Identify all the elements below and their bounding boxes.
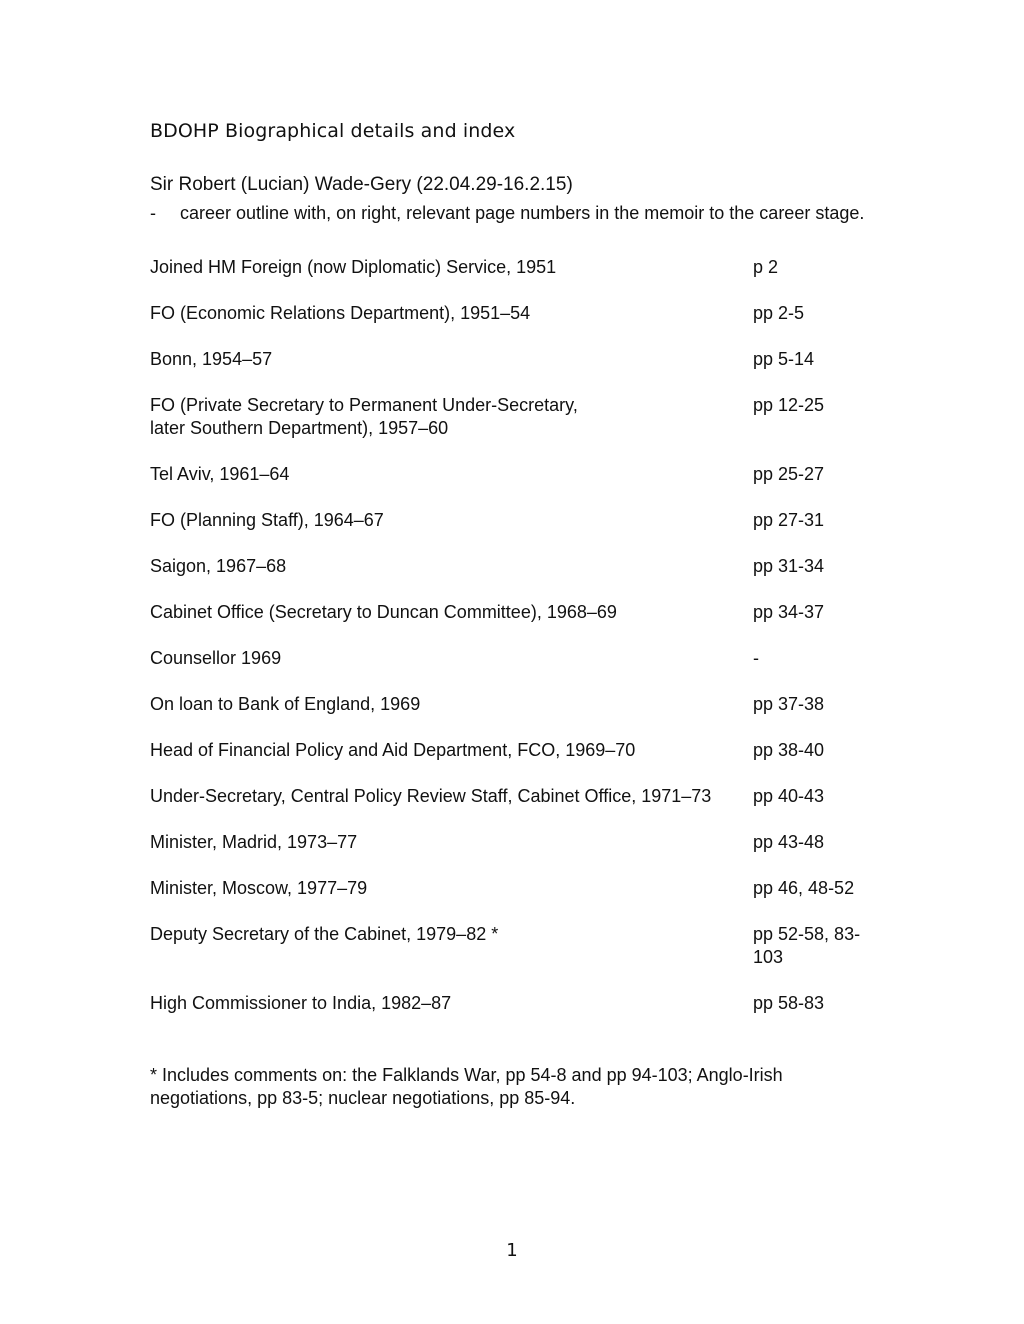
career-pages: pp 38-40 <box>753 740 825 760</box>
career-post: Cabinet Office (Secretary to Duncan Committee), 1968–69 <box>150 602 617 622</box>
career-pages: pp 43-48 <box>753 832 825 852</box>
subject-name: Sir Robert (Lucian) Wade-Gery (22.04.29-16.2.15) <box>150 174 573 195</box>
career-pages: p 2 <box>753 257 779 277</box>
career-pages: pp 12-25 <box>753 395 825 415</box>
career-pages: pp 46, 48-52 <box>753 878 855 898</box>
career-post: On loan to Bank of England, 1969 <box>150 694 421 714</box>
career-pages: pp 25-27 <box>753 464 825 484</box>
career-pages: pp 5-14 <box>753 349 815 369</box>
career-post: Minister, Madrid, 1973–77 <box>150 832 358 852</box>
footnote-line: * Includes comments on: the Falklands War, pp 54-8 and pp 94-103; Anglo-Irish <box>150 1065 783 1085</box>
career-post-line: FO (Private Secretary to Permanent Under-Secretary, <box>150 395 578 415</box>
career-pages: pp 2-5 <box>753 303 805 323</box>
career-pages: pp 37-38 <box>753 694 825 714</box>
career-post: Deputy Secretary of the Cabinet, 1979–82 * <box>150 924 499 944</box>
career-post: FO (Planning Staff), 1964–67 <box>150 510 384 530</box>
career-pages: pp 58-83 <box>753 993 825 1013</box>
career-pages: pp 31-34 <box>753 556 825 576</box>
document-title: BDOHP Biographical details and index <box>150 120 516 142</box>
career-post: Tel Aviv, 1961–64 <box>150 464 290 484</box>
outline-note <box>150 203 864 224</box>
career-post: Counsellor 1969 <box>150 648 282 668</box>
outline-dash: - <box>150 203 156 223</box>
career-post: Joined HM Foreign (now Diplomatic) Service, 1951 <box>150 257 557 277</box>
career-post: FO (Economic Relations Department), 1951–54 <box>150 303 531 323</box>
outline-text: career outline with, on right, relevant page numbers in the memoir to the career stage. <box>180 203 865 223</box>
career-post: Bonn, 1954–57 <box>150 349 273 369</box>
page-number: 1 <box>506 1240 518 1261</box>
career-pages <box>753 923 868 969</box>
career-post: Minister, Moscow, 1977–79 <box>150 878 368 898</box>
career-post: High Commissioner to India, 1982–87 <box>150 993 452 1013</box>
career-pages: - <box>753 648 759 668</box>
career-post: Head of Financial Policy and Aid Department, FCO, 1969–70 <box>150 740 636 760</box>
career-post: Saigon, 1967–68 <box>150 556 287 576</box>
career-post: Under-Secretary, Central Policy Review Staff, Cabinet Office, 1971–73 <box>150 786 712 806</box>
footnote <box>150 1064 830 1110</box>
career-pages-line: pp 52-58, 83- <box>753 924 861 944</box>
career-pages: pp 27-31 <box>753 510 825 530</box>
footnote-line: negotiations, pp 83-5; nuclear negotiations, pp 85-94. <box>150 1088 576 1108</box>
career-pages: pp 34-37 <box>753 602 825 622</box>
career-pages-line: 103 <box>753 947 784 967</box>
career-post <box>150 394 740 440</box>
career-pages: pp 40-43 <box>753 786 825 806</box>
career-post-line: later Southern Department), 1957–60 <box>150 418 449 438</box>
